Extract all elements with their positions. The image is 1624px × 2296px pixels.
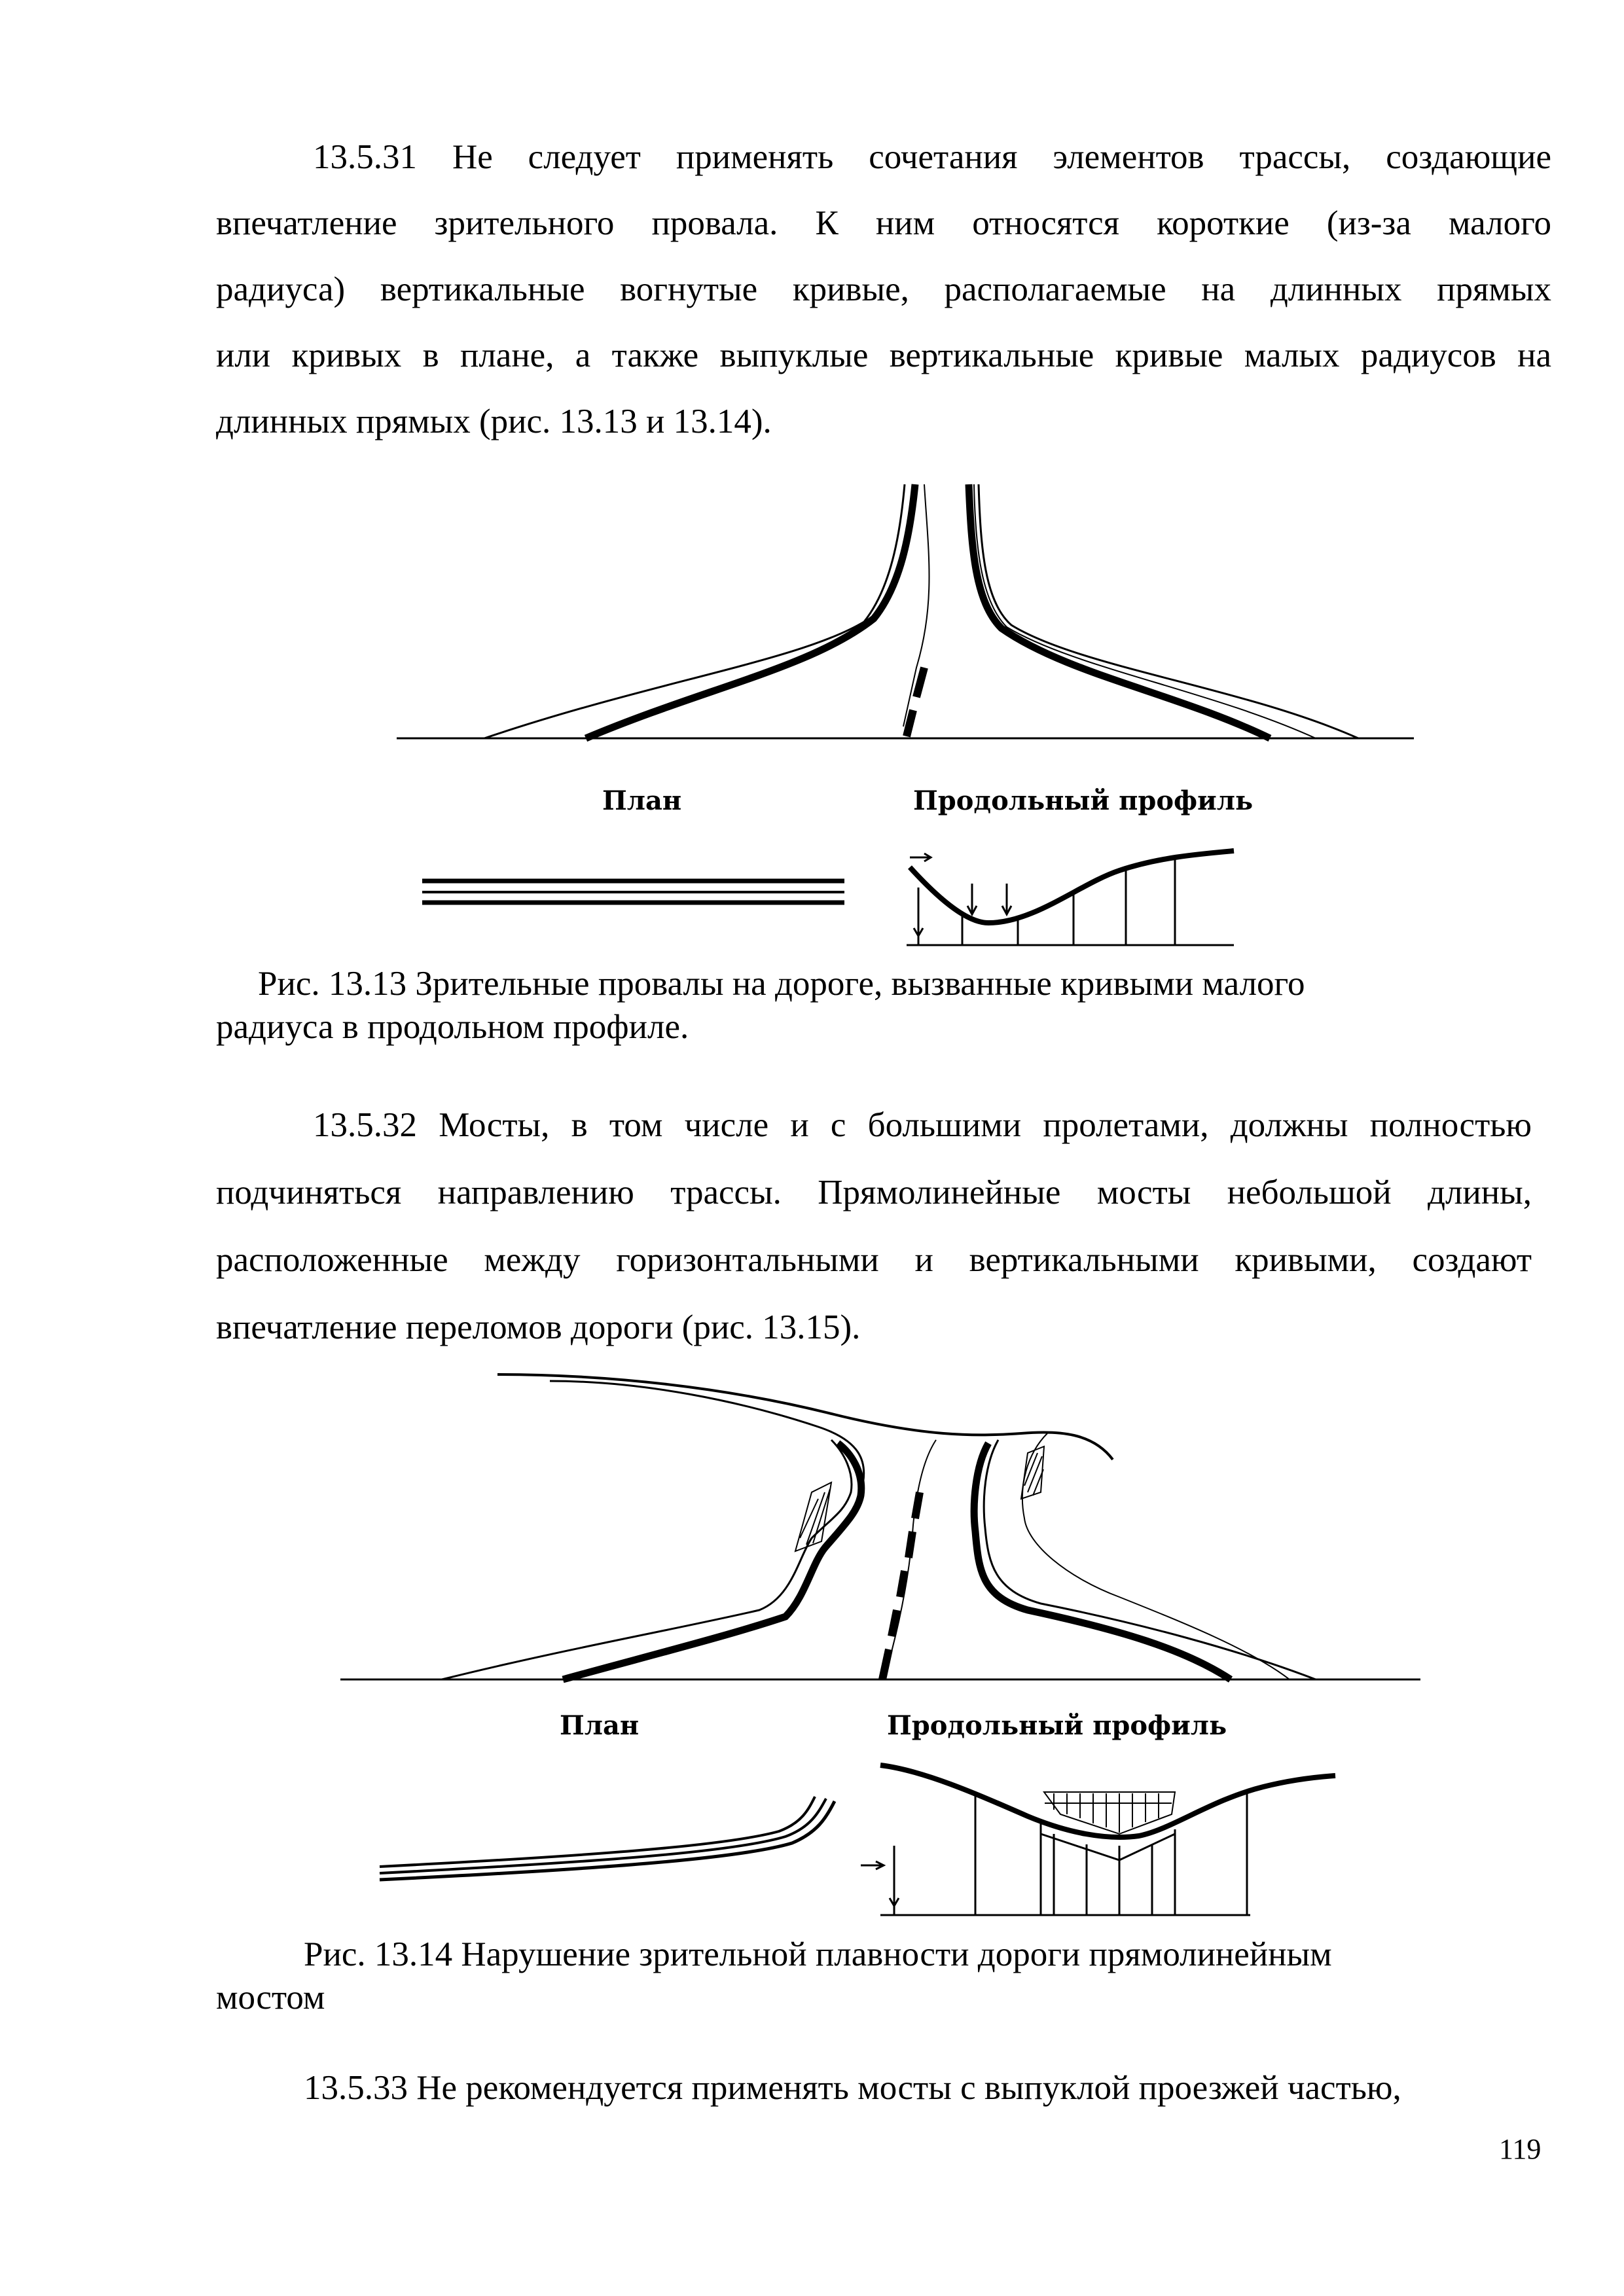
figure-13-14 xyxy=(334,1361,1447,1918)
road-perspective-drawing xyxy=(393,471,1427,759)
profile-label: Продольный профиль xyxy=(887,1710,1227,1741)
plan-and-profile-drawing xyxy=(393,759,1427,956)
caption-line: Рис. 13.14 Нарушение зрительной плавности дороги прямолинейным xyxy=(304,1935,1332,1973)
text-line: впечатление переломов дороги (рис. 13.15). xyxy=(216,1308,861,1346)
plan-label: План xyxy=(560,1710,640,1741)
figure-13-14-caption xyxy=(216,1933,1492,2019)
text-line: радиуса) вертикальные вогнутые кривые, располагаемые на длинных прямых xyxy=(216,270,1551,308)
text-line: 13.5.32 Мосты, в том числе и с большими пролетами, должны полностью xyxy=(313,1106,1532,1144)
paragraph-13-5-33 xyxy=(216,2055,1532,2121)
text-line: впечатление зрительного провала. К ним относятся короткие (из-за малого xyxy=(216,204,1551,242)
text-line: 13.5.33 Не рекомендуется применять мосты с выпуклой проезжей частью, xyxy=(304,2069,1401,2107)
paragraph-13-5-31 xyxy=(216,124,1551,455)
text-line: или кривых в плане, а также выпуклые вертикальные кривые малых радиусов на xyxy=(216,336,1551,374)
figure-13-13-caption xyxy=(216,962,1460,1049)
plan-label: План xyxy=(602,785,682,816)
paragraph-13-5-32 xyxy=(216,1092,1532,1361)
bridge-plan-and-profile-drawing xyxy=(334,1689,1447,1937)
caption-line: радиуса в продольном профиле. xyxy=(216,1008,689,1046)
figure-13-13 xyxy=(393,471,1427,942)
bridge-perspective-drawing xyxy=(334,1361,1447,1689)
text-line: длинных прямых (рис. 13.13 и 13.14). xyxy=(216,403,772,440)
page-number: 119 xyxy=(1499,2133,1542,2165)
caption-line: Рис. 13.13 Зрительные провалы на дороге, вызванные кривыми малого xyxy=(258,965,1305,1003)
text-line: подчиняться направлению трассы. Прямолинейные мосты небольшой длины, xyxy=(216,1174,1532,1211)
text-line: расположенные между горизонтальными и вертикальными кривыми, создают xyxy=(216,1241,1532,1279)
caption-line: мостом xyxy=(216,1979,325,2017)
text-line: 13.5.31 Не следует применять сочетания элементов трассы, создающие xyxy=(313,138,1551,176)
profile-label: Продольный профиль xyxy=(913,785,1254,816)
